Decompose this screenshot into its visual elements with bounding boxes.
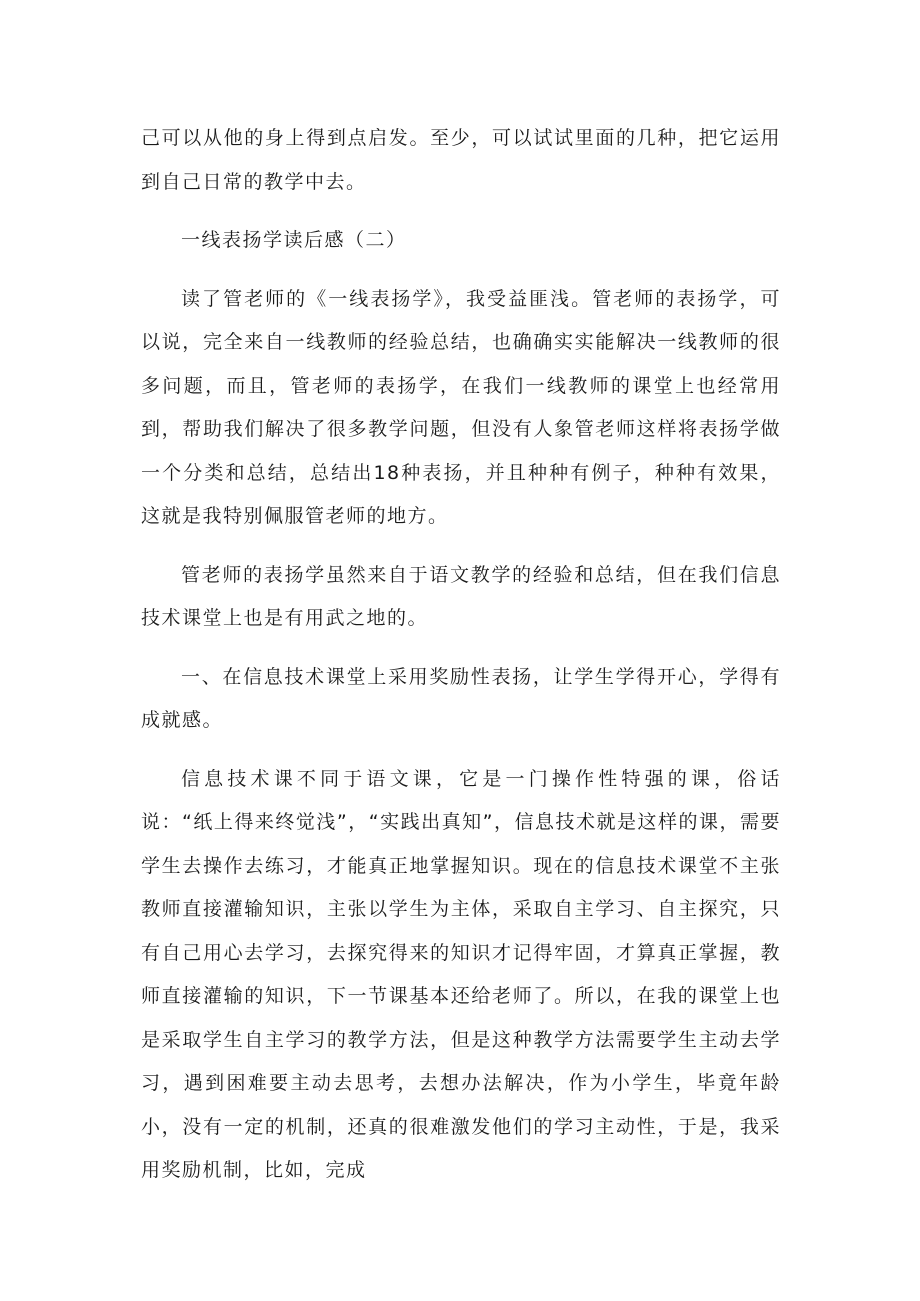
paragraph-continuation: 己可以从他的身上得到点启发。至少，可以试试里面的几种，把它运用到自己日常的教学中去。 bbox=[141, 127, 781, 193]
section-heading: 一线表扬学读后感（二） bbox=[181, 229, 407, 251]
paragraph: 管老师的表扬学虽然来自于语文教学的经验和总结，但在我们信息技术课堂上也是有用武之地的。 bbox=[141, 563, 781, 629]
paragraph: 读了管老师的《一线表扬学》，我受益匪浅。管老师的表扬学，可以说，完全来自一线教师的经验总结，也确确实实能解决一线教师的很多问题，而且，管老师的表扬学，在我们一线教师的课堂上也经常用到，帮助我们解决了很多教学问题，但没有人象管老师这样将表扬学做一个分类和总结，总结出18种表扬，并且种种有例子，种种有效果，这就是我特别佩服管老师的地方。 bbox=[141, 287, 781, 527]
paragraph-point-one: 一、在信息技术课堂上采用奖励性表扬，让学生学得开心，学得有成就感。 bbox=[141, 665, 781, 731]
document-body bbox=[141, 117, 781, 1208]
paragraph: 信息技术课不同于语文课，它是一门操作性特强的课，俗话说：“纸上得来终觉浅”，“实践出真知”，信息技术就是这样的课，需要学生去操作去练习，才能真正地掌握知识。现在的信息技术课堂不主张教师直接灌输知识，主张以学生为主体，采取自主学习、自主探究，只有自己用心去学习，去探究得来的知识才记得牢固，才算真正掌握，教师直接灌输的知识，下一节课基本还给老师了。所以，在我的课堂上也是采取学生自主学习的教学方法，但是这种教学方法需要学生主动去学习，遇到困难要主动去思考，去想办法解决，作为小学生，毕竟年龄小，没有一定的机制，还真的很难激发他们的学习主动性，于是，我采用奖励机制，比如，完成 bbox=[141, 767, 781, 1181]
